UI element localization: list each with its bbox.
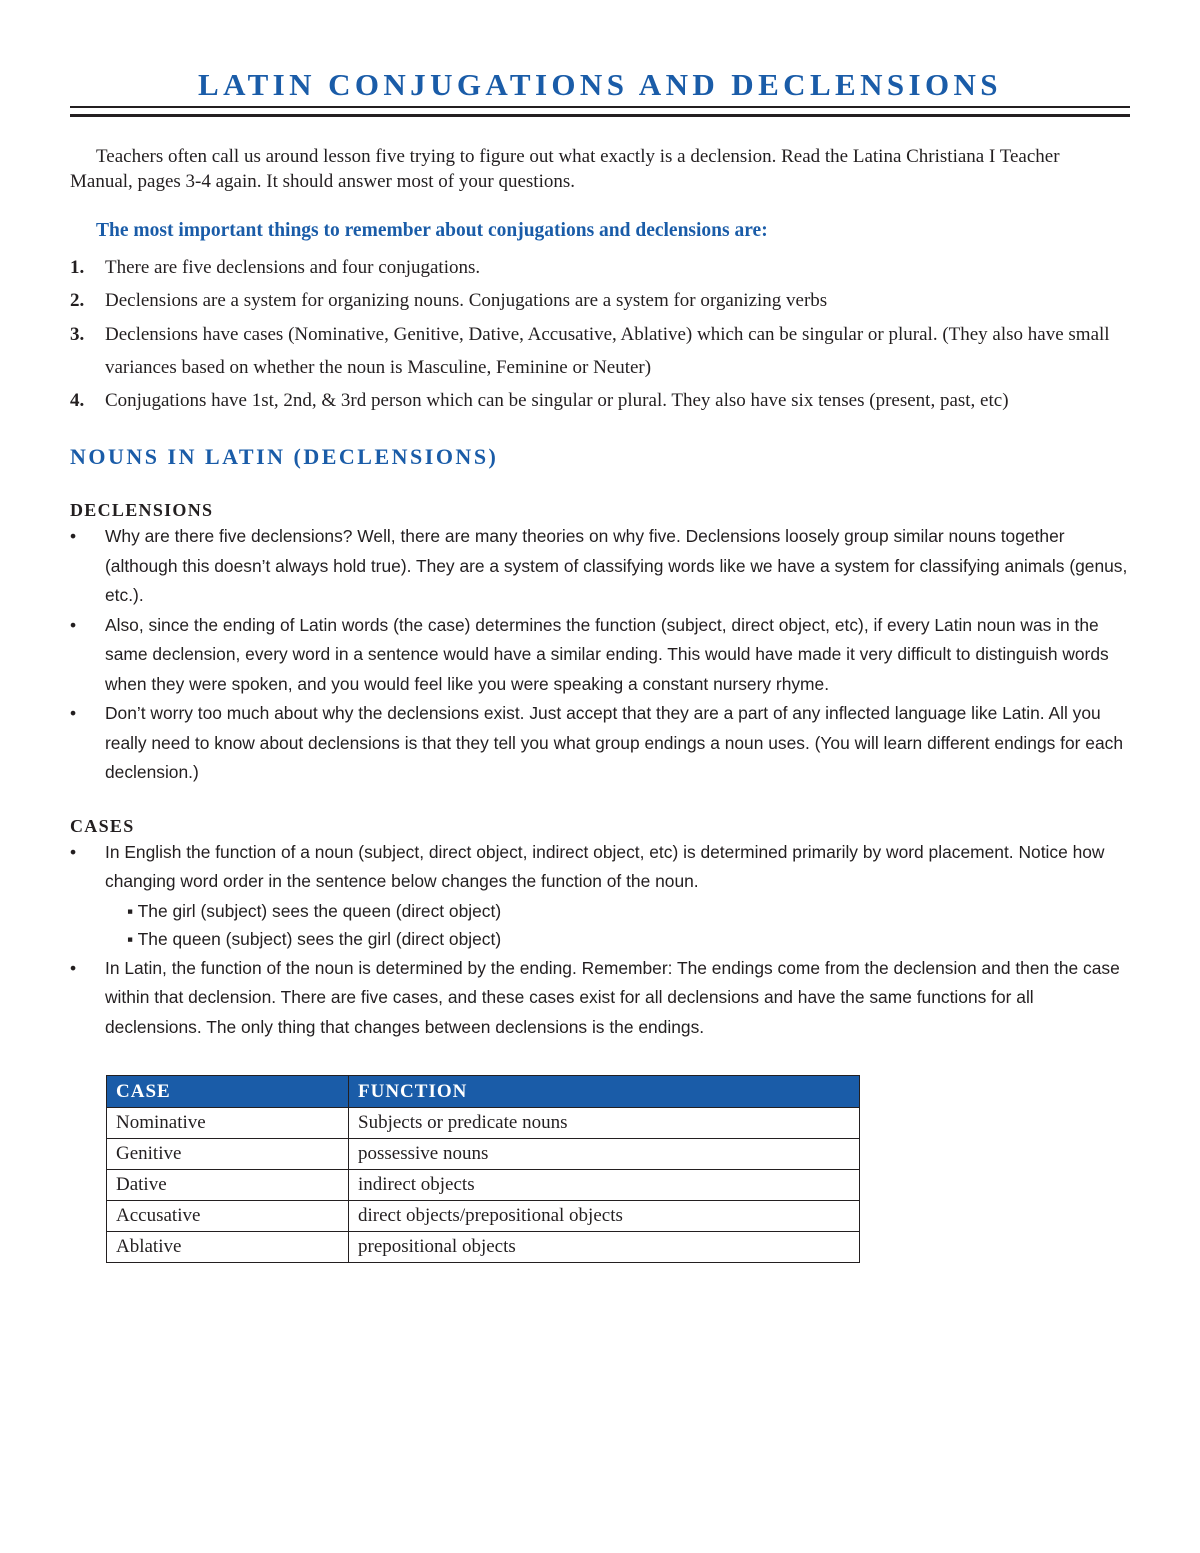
important-item [70, 284, 1130, 317]
bullet-icon: • [70, 703, 77, 724]
case-function-table [106, 1075, 860, 1263]
table-row [107, 1201, 860, 1232]
table-row [107, 1108, 860, 1139]
cases-heading: CASES [70, 815, 135, 836]
example-sentence: ▪ The girl (subject) sees the queen (direct object) [127, 900, 502, 921]
item-number: 3. [70, 323, 85, 345]
table-row [107, 1170, 860, 1201]
bullet-text: Don’t worry too much about why the declensions exist. Just accept that they are a part of any inflected language like Latin. All you really need to know about declensions is that they tell you what group endings a noun uses. (You will learn different endings for each declension.) [105, 703, 1124, 783]
title-double-rule [70, 106, 1130, 117]
column-header-case: CASE [107, 1076, 349, 1108]
function-cell: indirect objects [349, 1170, 860, 1201]
item-text: There are five declensions and four conjugations. [105, 257, 481, 278]
declensions-heading: DECLENSIONS [70, 500, 214, 521]
item-text: Declensions have cases (Nominative, Genitive, Dative, Accusative, Ablative) which can be singular or plural. (They also have small variances based on whether the noun is Masculine, Feminine or Neuter) [105, 323, 1110, 378]
intro-paragraph: Teachers often call us around lesson five trying to figure out what exactly is a declension. Read the Latina Christiana I Teacher Manual, pages 3-4 again. It should answer most of your questions. [70, 146, 1060, 192]
table-row [107, 1139, 860, 1170]
case-cell: Ablative [107, 1232, 349, 1263]
bullet-item [70, 522, 1130, 611]
table-row [107, 1232, 860, 1263]
function-cell: possessive nouns [349, 1139, 860, 1170]
declensions-bullets [70, 522, 1130, 788]
item-text: Declensions are a system for organizing nouns. Conjugations are a system for organizing verbs [105, 290, 828, 312]
document-page [70, 0, 1130, 1263]
bullet-icon: • [70, 957, 77, 978]
bullet-icon: • [70, 526, 77, 547]
bullet-item [70, 954, 1130, 1043]
bullet-text: In Latin, the function of the noun is determined by the ending. Remember: The endings come from the declension and then the case within that declension. There are five cases, and these cases exist for all declensions and have the same functions for all declensions. The only thing that changes between declensions is the endings. [105, 957, 1120, 1037]
bullet-item [70, 838, 1130, 897]
function-cell: Subjects or predicate nouns [349, 1108, 860, 1139]
important-item [70, 384, 1130, 417]
case-cell: Nominative [107, 1108, 349, 1139]
table-header-row [107, 1076, 860, 1108]
bullet-text: Also, since the ending of Latin words (the case) determines the function (subject, direct object, etc), if every Latin noun was in the same declension, every word in a sentence would have a similar ending. This would have made it very difficult to distinguish words when they were spoken, and you would feel like you were speaking a constant nursery rhyme. [105, 614, 1109, 694]
important-item [70, 251, 1130, 284]
example-sentences [70, 897, 1130, 954]
item-number: 1. [70, 257, 85, 278]
important-list [70, 251, 1130, 417]
nouns-section-title: NOUNS IN LATIN (DECLENSIONS) [70, 444, 499, 470]
bullet-item [70, 699, 1130, 788]
bullet-text: Why are there five declensions? Well, there are many theories on why five. Declensions loosely group similar nouns together (although this doesn’t always hold true). They are a system of classifying words like we have a system for classifying animals (genus, etc.). [105, 526, 1128, 606]
example-sentence: ▪ The queen (subject) sees the girl (direct object) [127, 929, 502, 950]
case-cell: Genitive [107, 1139, 349, 1170]
case-cell: Accusative [107, 1201, 349, 1232]
item-number: 4. [70, 390, 85, 412]
important-item [70, 318, 1130, 385]
bullet-icon: • [70, 841, 77, 862]
case-cell: Dative [107, 1170, 349, 1201]
document-title: LATIN CONJUGATIONS AND DECLENSIONS [198, 67, 1002, 102]
bullet-text: In English the function of a noun (subject, direct object, indirect object, etc) is determined primarily by word placement. Notice how changing word order in the sentence below changes the function of the noun. [105, 841, 1105, 892]
cases-bullets [70, 838, 1130, 897]
function-cell: direct objects/prepositional objects [349, 1201, 860, 1232]
important-heading: The most important things to remember about conjugations and declensions are: [96, 220, 768, 241]
bullet-item [70, 611, 1130, 700]
cases-bullets-continued [70, 954, 1130, 1043]
bullet-icon: • [70, 614, 77, 635]
item-text: Conjugations have 1st, 2nd, & 3rd person which can be singular or plural. They also have six tenses (present, past, etc) [105, 390, 1009, 412]
function-cell: prepositional objects [349, 1232, 860, 1263]
item-number: 2. [70, 290, 85, 312]
column-header-function: FUNCTION [349, 1076, 860, 1108]
